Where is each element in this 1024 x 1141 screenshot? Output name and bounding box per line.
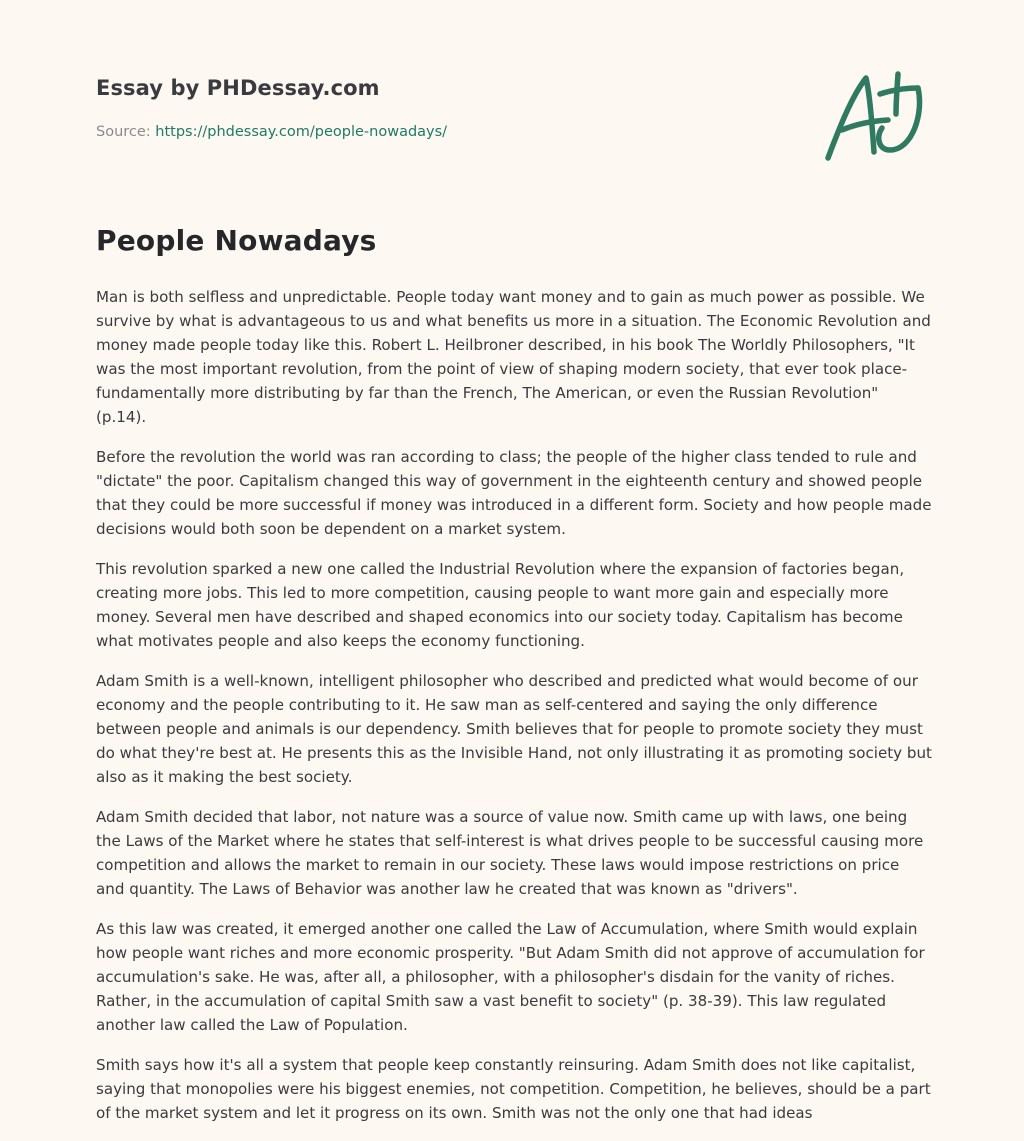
paragraph: Smith says how it's all a system that people keep constantly reinsuring. Adam Smith does not like capitalist, saying that monopolies were his biggest enemies, not competition. Competition, he believes, should be a part of the market system and let it progress on its own. Smith was not the only one that had ideas	[96, 1056, 931, 1122]
source-line	[96, 124, 447, 140]
paragraph: Man is both selfless and unpredictable. People today want money and to gain as much power as possible. We survive by what is advantageous to us and what benefits us more in a situation. The Economic Revolution and money made people today like this. Robert L. Heilbroner described, in his book The Worldly Philosophers, "It was the most important revolution, from the point of view of shaping modern society, that ever took place- fundamentally more distributing by far than the French, The American, or even the Russian Revolution" (p.14).	[96, 288, 931, 426]
paragraph: Before the revolution the world was ran according to class; the people of the higher class tended to rule and "dictate" the poor. Capitalism changed this way of government in the eighteenth century and showed people that they could be more successful if money was introduced in a different form. Society and how people made decisions would both soon be dependent on a market system.	[96, 448, 932, 538]
source-link[interactable]: https://phdessay.com/people-nowadays/	[155, 124, 448, 140]
article-title: People Nowadays	[96, 224, 377, 257]
site-brand: Essay by PHDessay.com	[96, 76, 380, 100]
plus-vertical-stroke	[896, 74, 898, 114]
a-letter-stroke	[828, 78, 874, 158]
paragraph: Adam Smith is a well-known, intelligent philosopher who described and predicted what would become of our economy and the people contributing to it. He saw man as self-centered and saying the only difference between people and animals is our dependency. Smith believes that for people to promote society they must do what they're best at. He presents this as the Invisible Hand, not only illustrating it as promoting society but also as it making the best society.	[96, 672, 932, 786]
a-plus-grade-icon	[820, 66, 930, 166]
article-body	[96, 285, 932, 1141]
paragraph: As this law was created, it emerged another one called the Law of Accumulation, where Smith would explain how people want riches and more economic prosperity. "But Adam Smith did not approve of accumulation for accumulation's sake. He was, after all, a philosopher, with a philosopher's disdain for the vanity of riches. Rather, in the accumulation of capital Smith saw a vast benefit to society" (p. 38-39). This law regulated another law called the Law of Population.	[96, 920, 925, 1034]
paragraph: This revolution sparked a new one called the Industrial Revolution where the expansion of factories began, creating more jobs. This led to more competition, causing people to want more gain and especially more money. Several men have described and shaped economics into our society today. Capitalism has become what motivates people and also keeps the economy functioning.	[96, 560, 905, 650]
paragraph: Adam Smith decided that labor, not nature was a source of value now. Smith came up with laws, one being the Laws of the Market where he states that self-interest is what drives people to be successful causing more competition and allows the market to remain in our society. These laws would impose restrictions on price and quantity. The Laws of Behavior was another law he created that was known as "drivers".	[96, 808, 924, 898]
source-label: Source:	[96, 124, 156, 140]
